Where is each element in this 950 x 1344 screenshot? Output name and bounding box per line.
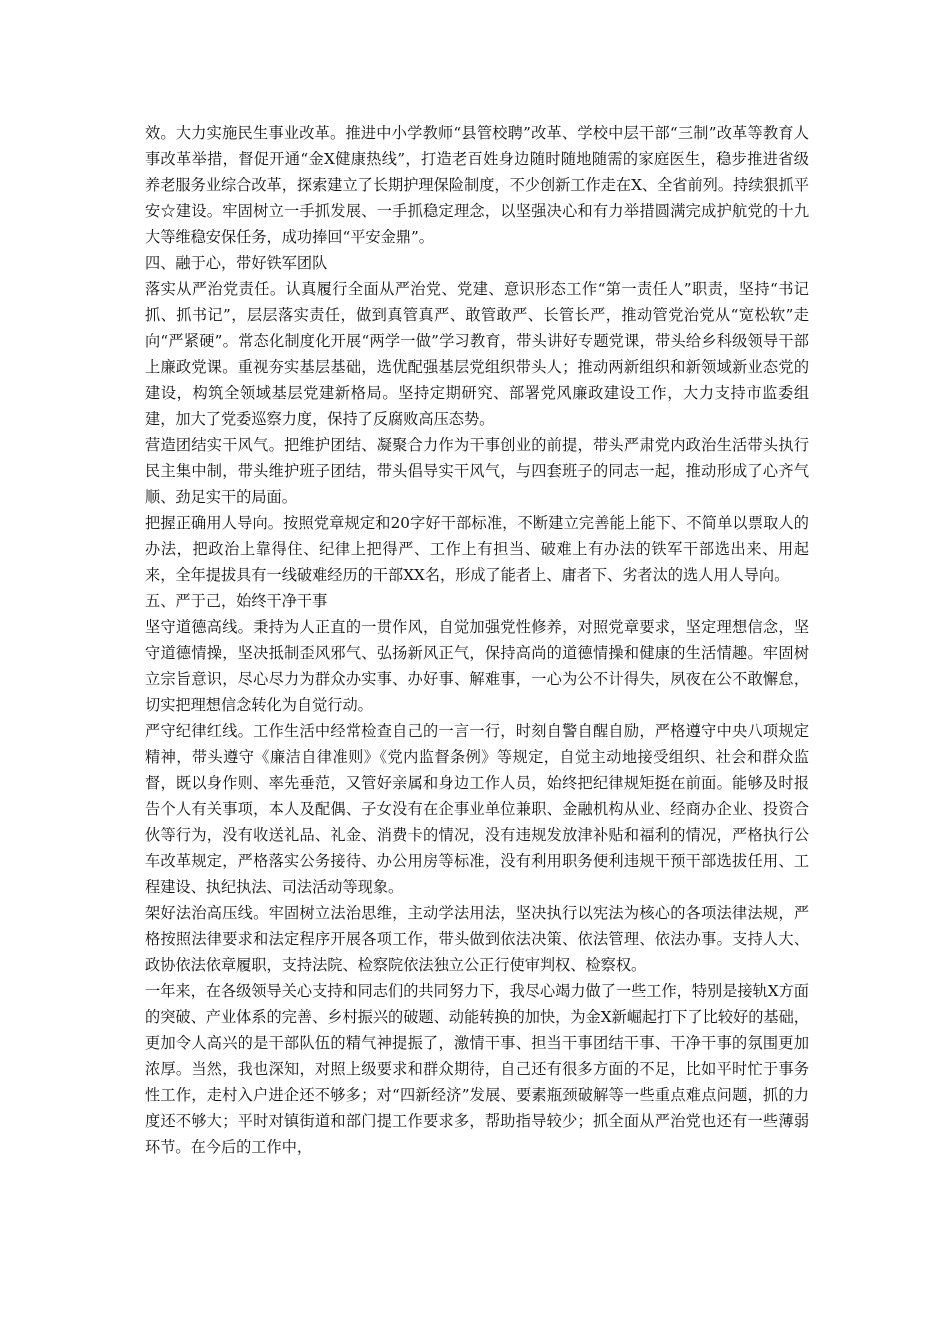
paragraph-unity-atmosphere: 营造团结实干风气。把维护团结、凝聚合力作为干事创业的前提，带头严肃党内政治生活带头执行民主集中制，带头维护班子团结，带头倡导实干风气，与四套班子的同志一起，推动形成了心齐气顺、劲足实干的局面。 (145, 436, 809, 506)
section-heading-four: 四、融于心，带好铁军团队 (145, 254, 328, 272)
paragraph-discipline-line: 严守纪律红线。工作生活中经常检查自己的一言一行，时刻自警自醒自励，严格遵守中央八项规定精神，带头遵守《廉洁自律准则》《党内监督条例》等规定，自觉主动地接受组织、社会和群众监督，既以身作则、率先垂范，又管好亲属和身边工作人员，始终把纪律规矩挺在前面。能够及时报告个人有关事项，本人及配偶、子女没有在企事业单位兼职、金融机构从业、经商办企业、投资合伙等行为，没有收送礼品、礼金、消费卡的情况，没有违规发放津补贴和福利的情况，严格执行公车改革规定，严格落实公务接待、办公用房等标准，没有利用职务便利违规干预干部选拔任用、工程建设、执纪执法、司法活动等现象。 (145, 722, 809, 896)
paragraph-year-summary: 一年来，在各级领导关心支持和同志们的共同努力下，我尽心竭力做了一些工作，特别是接轨X方面的突破、产业体系的完善、乡村振兴的破题、动能转换的加快，为金X新崛起打下了比较好的基础，更加令人高兴的是干部队伍的精气神提振了，激情干事、担当干事团结干事、干净干事的氛围更加浓厚。当然，我也深知，对照上级要求和群众期待，自己还有很多方面的不足，比如平时忙于事务性工作，走村入户进企还不够多；对“四新经济”发展、要素瓶颈破解等一些重点难点问题，抓的力度还不够大；平时对镇街道和部门提工作要求多，帮助指导较少；抓全面从严治党也还有一些薄弱环节。在今后的工作中， (145, 982, 809, 1156)
paragraph-personnel-orientation: 把握正确用人导向。按照党章规定和20字好干部标准，不断建立完善能上能下、不简单以票取人的办法，把政治上靠得住、纪律上把得严、工作上有担当、破难上有办法的铁军干部选出来、用起来，全年提拔具有一线破难经历的干部XX名，形成了能者上、庸者下、劣者汰的选人用人导向。 (145, 514, 809, 584)
paragraph-livelihood-reform: 效。大力实施民生事业改革。推进中小学教师“县管校聘”改革、学校中层干部“三制”改革等教育人事改革举措，督促开通“金X健康热线”，打造老百姓身边随时随地随需的家庭医生，稳步推进省级养老服务业综合改革，探索建立了长期护理保险制度，不少创新工作走在X、全省前列。持续狠抓平安☆建设。牢固树立一手抓发展、一手抓稳定理念，以坚强决心和有力举措圆满完成护航党的十九大等维稳安保任务，成功捧回“平安金鼎”。 (145, 124, 809, 246)
paragraph-moral-line: 坚守道德高线。秉持为人正直的一贯作风，自觉加强党性修养，对照党章要求，坚定理想信念，坚守道德情操，坚决抵制歪风邪气、弘扬新风正气，保持高尚的道德情操和健康的生活情趣。牢固树立宗旨意识，尽心尽力为群众办实事、办好事、解难事，一心为公不计得失，夙夜在公不敢懈怠，切实把理想信念转化为自觉行动。 (145, 618, 809, 714)
document-body (145, 120, 809, 1160)
paragraph-party-responsibility: 落实从严治党责任。认真履行全面从严治党、党建、意识形态工作“第一责任人”职责，坚持“书记抓、抓书记”，层层落实责任，做到真管真严、敢管敢严、长管长严，推动管党治党从“宽松软”走向“严紧硬”。常态化制度化开展“两学一做”学习教育，带头讲好专题党课，带头给乡科级领导干部上廉政党课。重视夯实基层基础，选优配强基层党组织带头人；推动两新组织和新领域新业态党的建设，构筑全领域基层党建新格局。坚持定期研究、部署党风廉政建设工作，大力支持市监委组建，加大了党委巡察力度，保持了反腐败高压态势。 (145, 280, 809, 428)
paragraph-rule-of-law: 架好法治高压线。牢固树立法治思维，主动学法用法，坚决执行以宪法为核心的各项法律法规，严格按照法律要求和法定程序开展各项工作，带头做到依法决策、依法管理、依法办事。支持人大、政协依法依章履职，支持法院、检察院依法独立公正行使审判权、检察权。 (145, 904, 809, 974)
section-heading-five: 五、严于己，始终干净干事 (145, 592, 328, 610)
